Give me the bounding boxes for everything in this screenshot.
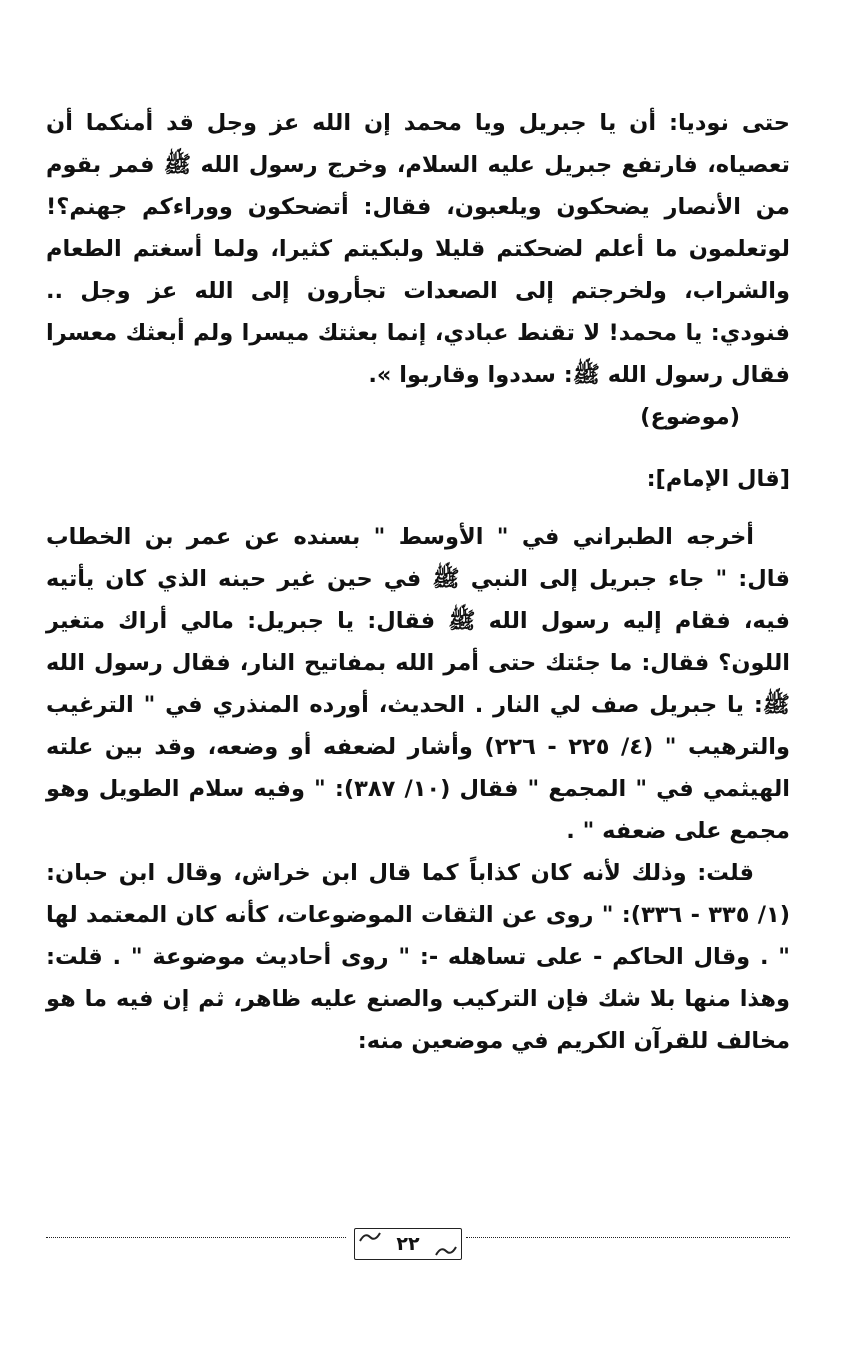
page-number: ٢٢ — [396, 1233, 420, 1255]
page-body — [46, 102, 790, 1062]
frame-ornament-icon — [359, 1231, 381, 1243]
footer-rule-right — [466, 1237, 790, 1238]
footer-rule-left — [46, 1237, 346, 1238]
commentary-paragraph: قلت: وذلك لأنه كان كذاباً كما قال ابن خراش، وقال ابن حبان: (١/ ٣٣٥ - ٣٣٦): " روى عن الثقات الموضوعات، كأنه كان المعتمد لها " . وقال الحاكم - على تساهله -: " روى أحاديث موضوعة " . قلت: وهذا منها بلا شك فإن التركيب والصنع عليه ظاهر، ثم إن فيه ما هو مخالف للقرآن الكريم في موضعين منه: — [46, 860, 790, 1054]
takhrij-paragraph: أخرجه الطبراني في " الأوسط " بسنده عن عمر بن الخطاب قال: " جاء جبريل إلى النبي ﷺ في حين غير حينه الذي كان يأتيه فيه، فقام إليه رسول الله ﷺ فقال: يا جبريل: مالي أراك متغير اللون؟ فقال: ما جئتك حتى أمر الله بمفاتيح النار، فقال رسول الله ﷺ: يا جبريل صف لي النار . الحديث، أورده المنذري في " الترغيب والترهيب " (٤/ ٢٢٥ - ٢٢٦) وأشار لضعفه أو وضعه، وقد بين علته الهيثمي في " المجمع " فقال (١٠/ ٣٨٧): " وفيه سلام الطويل وهو مجمع على ضعفه " . — [46, 524, 791, 844]
page-footer — [46, 1228, 790, 1262]
topic-heading: (موضوع) — [640, 404, 740, 430]
hadith-text-paragraph: حتى نوديا: أن يا جبريل ويا محمد إن الله عز وجل قد أمنكما أن تعصياه، فارتفع جبريل عليه السلام، وخرج رسول الله ﷺ فمر بقوم من الأنصار يضحكون ويلعبون، فقال: أتضحكون ووراءكم جهنم؟! لوتعلمون ما أعلم لضحكتم قليلا ولبكيتم كثيرا، ولما أسغتم الطعام والشراب، ولخرجتم إلى الصعدات تجأرون إلى الله عز وجل .. فنودي: يا محمد! لا تقنط عبادي، إنما بعثتك ميسرا ولم أبعثك معسرا فقال رسول الله ﷺ: سددوا وقاربوا ». — [46, 110, 790, 388]
frame-ornament-icon — [435, 1245, 457, 1257]
page-number-frame — [354, 1228, 462, 1260]
imam-heading: [قال الإمام]: — [646, 466, 790, 492]
